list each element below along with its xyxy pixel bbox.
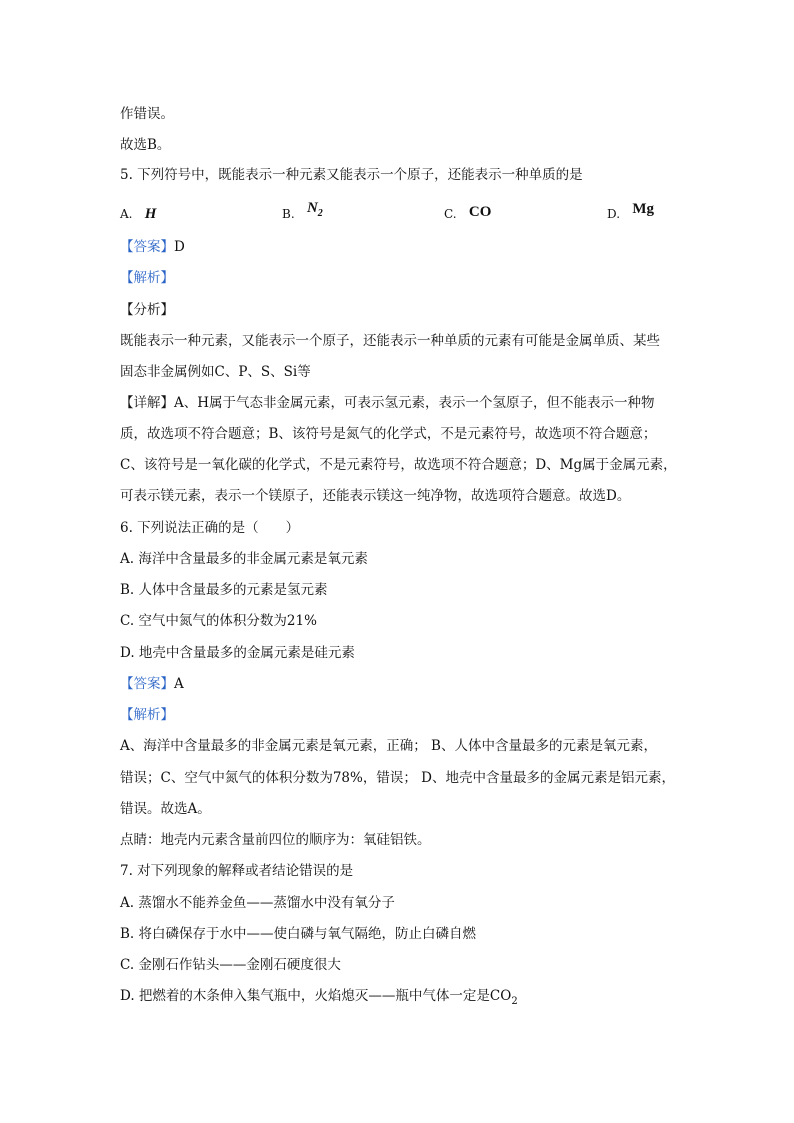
- chemical-symbol: CO: [468, 204, 492, 220]
- text-line: 错误；C、空气中氮气的体积分数为78%，错误； D、地壳中含量最多的金属元素是铝元素，: [120, 770, 675, 786]
- symbol-subscript: 2: [317, 208, 323, 219]
- chemical-symbol: Mg: [632, 201, 654, 217]
- option-line: B. 将白磷保存于水中——使白磷与氧气隔绝，防止白磷自燃: [120, 926, 477, 942]
- detail-line: [120, 394, 655, 412]
- option-c: [444, 205, 491, 223]
- subscript: 2: [511, 996, 518, 1007]
- option-line: A. 蒸馏水不能养金鱼——蒸馏水中没有氧分子: [120, 895, 395, 911]
- option-d: [607, 201, 654, 223]
- text-line: C、该符号是一氧化碳的化学式，不是元素符号，故选项不符合题意；D、Mg属于金属元素，: [120, 457, 677, 473]
- note-line: 点睛：地壳内元素含量前四位的顺序为：氧硅铝铁。: [120, 832, 431, 848]
- detail-text: A、H属于气态非金属元素，可表示氢元素，表示一个氢原子，但不能表示一种物: [174, 395, 655, 411]
- text-line: 错误。故选A。: [120, 801, 211, 817]
- symbol-main: N: [306, 200, 318, 216]
- answer-tag: 【答案】: [120, 239, 174, 255]
- fenxi-tag: 【分析】: [120, 302, 174, 318]
- answer-line: [120, 238, 185, 256]
- text-line: 作错误。: [120, 106, 174, 122]
- text-line: 可表示镁元素，表示一个镁原子，还能表示镁这一纯净物，故选项符合题意。故选D。: [120, 488, 631, 504]
- analysis-tag: 【解析】: [120, 707, 174, 723]
- analysis-tag: 【解析】: [120, 270, 174, 286]
- answer-value: A: [174, 676, 184, 692]
- option-line: A. 海洋中含量最多的非金属元素是氧元素: [120, 551, 368, 567]
- option-letter: B.: [282, 207, 295, 221]
- text-line: 质，故选项不符合题意；B、该符号是氮气的化学式，不是元素符号，故选项不符合题意；: [120, 426, 657, 442]
- chemical-symbol: H: [144, 206, 157, 222]
- option-letter: A.: [120, 207, 133, 221]
- question-5-stem: 5. 下列符号中，既能表示一种元素又能表示一个原子，还能表示一种单质的是: [120, 167, 583, 183]
- option-letter: C.: [444, 207, 457, 221]
- question-6-stem: 6. 下列说法正确的是（ ）: [120, 520, 300, 536]
- option-line: C. 金刚石作钻头——金刚石硬度很大: [120, 957, 341, 973]
- chemical-symbol: [306, 200, 323, 219]
- option-b: [282, 200, 323, 229]
- text-line: 固态非金属例如C、P、S、Si等: [120, 364, 311, 380]
- option-text: D. 把燃着的木条伸入集气瓶中，火焰熄灭——瓶中气体一定是CO: [120, 988, 512, 1004]
- question-7-stem: 7. 对下列现象的解释或者结论错误的是: [120, 863, 354, 879]
- answer-value: D: [174, 239, 185, 255]
- text-line: 故选B。: [120, 137, 171, 153]
- detail-tag: 【详解】: [120, 395, 174, 411]
- option-letter: D.: [607, 207, 621, 221]
- text-line: 既能表示一种元素，又能表示一个原子，还能表示一种单质的元素有可能是金属单质、某些: [120, 333, 660, 349]
- option-a: [120, 205, 156, 223]
- answer-line: [120, 675, 184, 693]
- answer-tag: 【答案】: [120, 676, 174, 692]
- option-line: C. 空气中氮气的体积分数为21%: [120, 613, 317, 629]
- text-line: A、海洋中含量最多的非金属元素是氧元素，正确； B、人体中含量最多的元素是氧元素，: [120, 738, 657, 754]
- option-line: [120, 987, 518, 1011]
- option-line: B. 人体中含量最多的元素是氢元素: [120, 582, 328, 598]
- option-line: D. 地壳中含量最多的金属元素是硅元素: [120, 645, 355, 661]
